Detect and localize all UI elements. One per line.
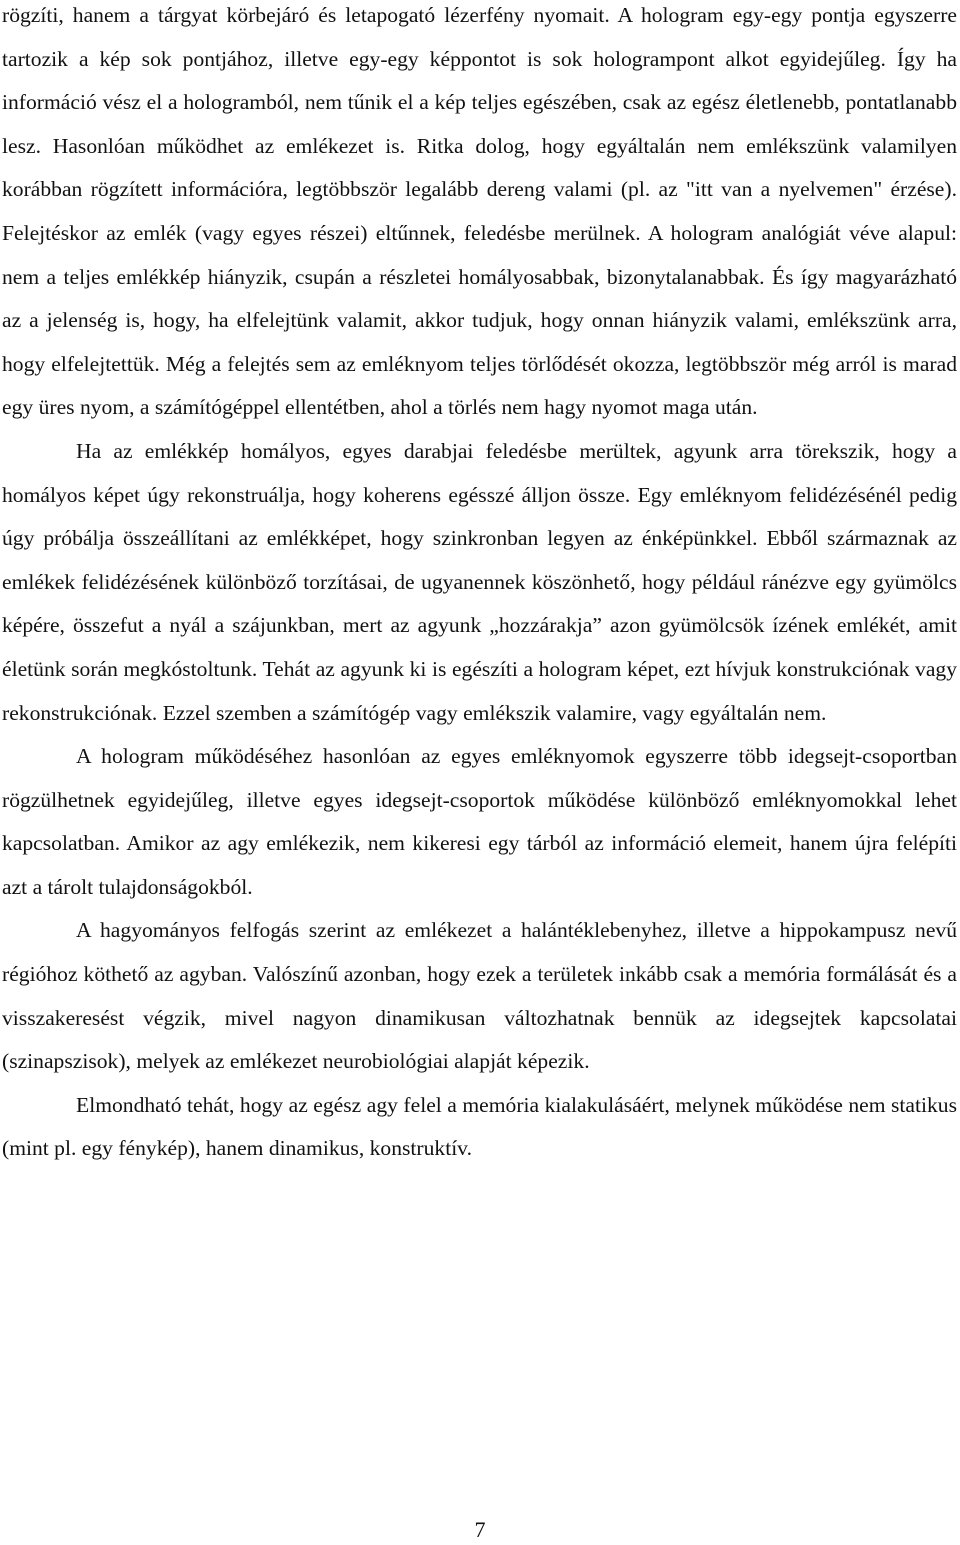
- paragraph-1: rögzíti, hanem a tárgyat körbejáró és letapogató lézerfény nyomait. A hologram egy-egy pontja egyszerre tartozik a kép sok pontjához, illetve egy-egy képpontot is sok hologrampont alkot egyidejűleg. Így ha információ vész el a hologramból, nem tűnik el a kép teljes egészében, csak az egész életlenebb, pontatlanabb lesz. Hasonlóan működhet az emlékezet is. Ritka dolog, hogy egyáltalán nem emlékszünk valamilyen korábban rögzített információra, legtöbbször legalább dereng valami (pl. az "itt van a nyelvemen" érzése). Felejtéskor az emlék (vagy egyes részei) eltűnnek, feledésbe merülnek. A hologram analógiát véve alapul: nem a teljes emlékkép hiányzik, csupán a részletei homályosabbak, bizonytalanabbak. És így magyarázható az a jelenség is, hogy, ha elfelejtünk valamit, akkor tudjuk, hogy onnan hiányzik valami, emlékszünk arra, hogy elfelejtettük. Még a felejtés sem az emléknyom teljes törlődését okozza, legtöbbször még arról is marad egy üres nyom, a számítógéppel ellentétben, ahol a törlés nem hagy nyomot maga után.: [2, 3, 957, 420]
- paragraph-2: Ha az emlékkép homályos, egyes darabjai feledésbe merültek, agyunk arra törekszik, hogy a homályos képet úgy rekonstruálja, hogy koherens egésszé álljon össze. Egy emléknyom felidézésénél pedig úgy próbálja összeállítani az emlékképet, hogy szinkronban legyen az énképünkkel. Ebből származnak az emlékek felidézésének különböző torzításai, de ugyanennek köszönhető, hogy például ránézve egy gyümölcs képére, összefut a nyál a szájunkban, mert az agyunk „hozzárakja” azon gyümölcsök ízének emlékét, amit életünk során megkóstoltunk. Tehát az agyunk ki is egészíti a hologram képet, ezt hívjuk konstrukciónak vagy rekonstrukciónak. Ezzel szemben a számítógép vagy emlékszik valamire, vagy egyáltalán nem.: [2, 438, 957, 725]
- paragraph-3: A hologram működéséhez hasonlóan az egyes emléknyomok egyszerre több idegsejt-csoportban rögzülhetnek egyidejűleg, illetve egyes idegsejt-csoportok működése különböző emléknyomokkal lehet kapcsolatban. Amikor az agy emlékezik, nem kikeresi egy tárból az információ elemeit, hanem újra felépíti azt a tárolt tulajdonságokból.: [2, 744, 957, 899]
- page-number: 7: [474, 1517, 486, 1542]
- body-text: [2, 0, 957, 1171]
- paragraph-4: A hagyományos felfogás szerint az emlékezet a halántéklebenyhez, illetve a hippokampusz nevű régióhoz köthető az agyban. Valószínű azonban, hogy ezek a területek inkább csak a memória formálását és a visszakeresést végzik, mivel nagyon dinamikusan változhatnak bennük az idegsejtek kapcsolatai (szinapszisok), melyek az emlékezet neurobiológiai alapját képezik.: [2, 918, 957, 1074]
- paragraph-5: Elmondható tehát, hogy az egész agy felel a memória kialakulásáért, melynek működése nem statikus (mint pl. egy fénykép), hanem dinamikus, konstruktív.: [2, 1092, 957, 1161]
